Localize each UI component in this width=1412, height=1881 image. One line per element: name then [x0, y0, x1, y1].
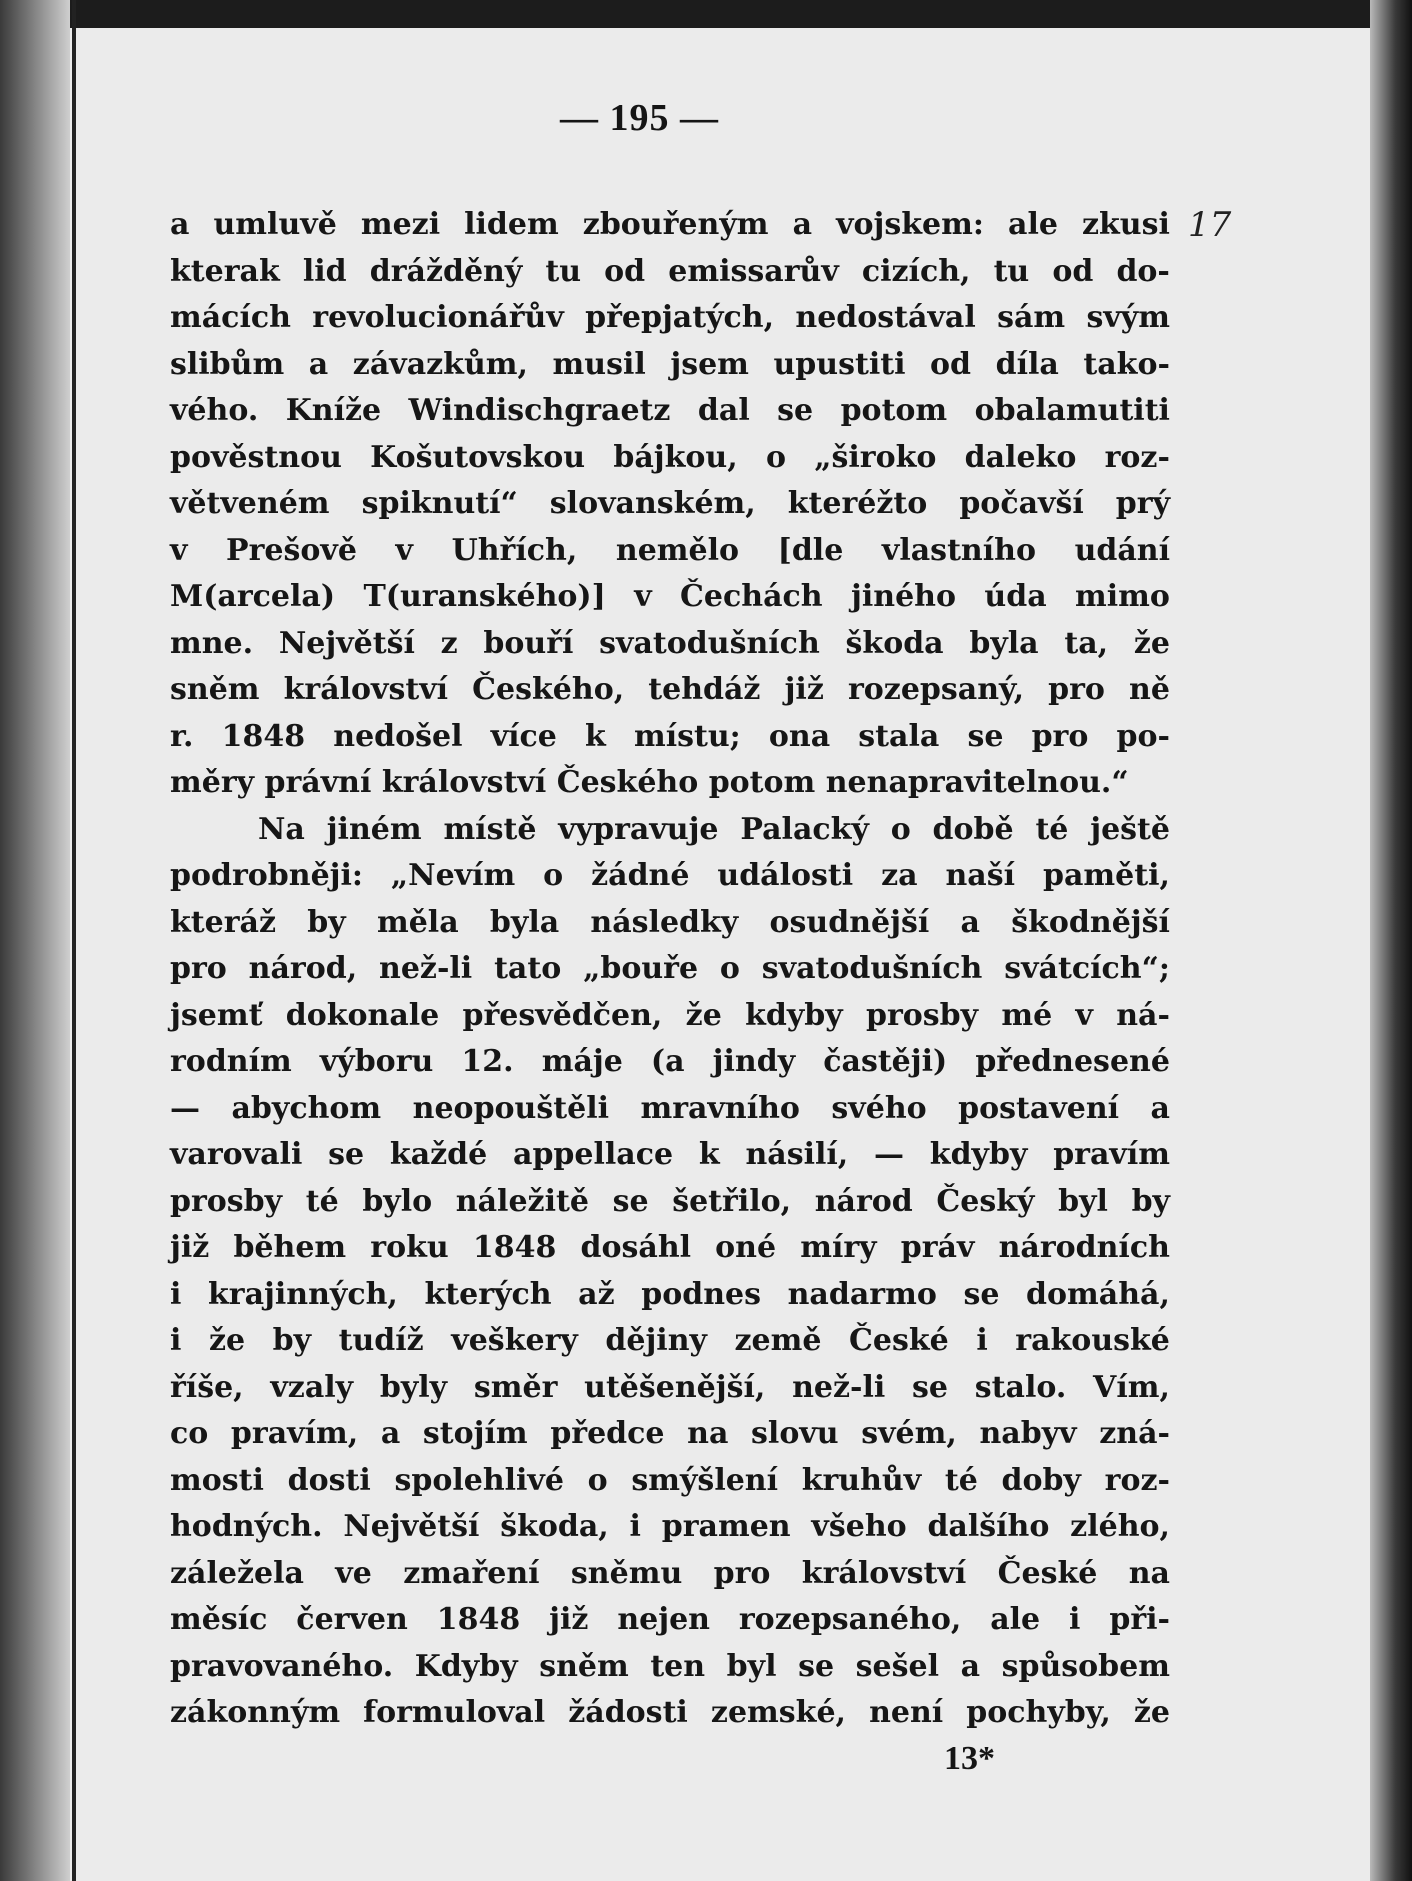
text-line: pravovaného. Kdyby sněm ten byl se sešel a spůsobem: [170, 1648, 1170, 1684]
text-line: i krajinných, kterých až podnes nadarmo se domáhá,: [170, 1276, 1170, 1312]
text-line: mne. Největší z bouří svatodušních škoda byla ta, že: [170, 625, 1170, 661]
text-line: rodním výboru 12. máje (a jindy častěji) přednesené: [170, 1044, 1170, 1079]
text-line: i že by tudíž veškery dějiny země České i rakouské: [170, 1323, 1170, 1358]
page-edge-line: [72, 0, 76, 1881]
text-line: varovali se každé appellace k násilí, — kdyby pravím: [170, 1137, 1170, 1172]
text-line: hodných. Největší škoda, i pramen všeho dalšího zlého,: [170, 1509, 1170, 1544]
text-line: a umluvě mezi lidem zbouřeným a vojskem: ale zkusi: [170, 207, 1170, 242]
text-line: měsíc červen 1848 již nejen rozepsaného, ale i při-: [170, 1602, 1170, 1637]
text-line: jsemť dokonale přesvědčen, že kdyby prosby mé v ná-: [170, 997, 1170, 1033]
text-line: pověstnou Košutovskou bájkou, o „široko daleko roz-: [170, 439, 1170, 475]
text-line: sněm království Českého, tehdáž již rozepsaný, pro ně: [170, 672, 1170, 707]
text-line: pro národ, než-li tato „bouře o svatodušních svátcích“;: [170, 951, 1170, 986]
text-line: kteráž by měla byla následky osudnější a škodnější: [170, 904, 1170, 940]
page-number: — 195 —: [560, 97, 719, 139]
text-line: podrobněji: „Nevím o žádné události za naší paměti,: [170, 858, 1170, 893]
text-line: větveném spiknutí“ slovanském, kteréžto počavší prý: [170, 486, 1170, 521]
text-line: říše, vzaly byly směr utěšenější, než-li se stalo. Vím,: [170, 1369, 1170, 1405]
text-line: slibům a závazkům, musil jsem upustiti od díla tako-: [170, 346, 1170, 382]
text-line: záležela ve zmaření sněmu pro království České na: [170, 1555, 1170, 1591]
text-line: kterak lid drážděný tu od emissarův cizích, tu od do-: [170, 253, 1170, 289]
text-line: M(arcela) T(uranského)] v Čechách jiného úda mimo: [170, 579, 1170, 614]
text-line: již během roku 1848 dosáhl oné míry práv národních: [170, 1230, 1170, 1265]
text-line: — abychom neopouštěli mravního svého postavení a: [170, 1090, 1170, 1126]
margin-annotation: 17: [1188, 205, 1232, 245]
text-line: Na jiném místě vypravuje Palacký o době té ještě: [258, 811, 1170, 847]
text-line: co pravím, a stojím předce na slovu svém, nabyv zná-: [170, 1416, 1170, 1451]
text-line: vého. Kníže Windischgraetz dal se potom obalamutiti: [170, 393, 1170, 428]
page-right-edge: [1370, 0, 1412, 1881]
text-line: mosti dosti spolehlivé o smýšlení kruhův té doby roz-: [170, 1462, 1170, 1498]
signature-mark: 13*: [944, 1740, 995, 1777]
text-line: prosby té bylo náležitě se šetřilo, národ Český byl by: [170, 1183, 1170, 1219]
binding-shadow: [0, 0, 70, 1881]
text-line: r. 1848 nedošel více k místu; ona stala se pro po-: [170, 718, 1170, 754]
text-line: zákonným formuloval žádosti zemské, není pochyby, že: [170, 1695, 1170, 1730]
text-line: v Prešově v Uhřích, nemělo [dle vlastního udání: [170, 532, 1170, 568]
text-line: mácích revolucionářův přepjatých, nedostával sám svým: [170, 300, 1170, 335]
body-text: [170, 202, 1170, 1737]
text-line: měry právní království Českého potom nenapravitelnou.“: [170, 765, 1129, 800]
